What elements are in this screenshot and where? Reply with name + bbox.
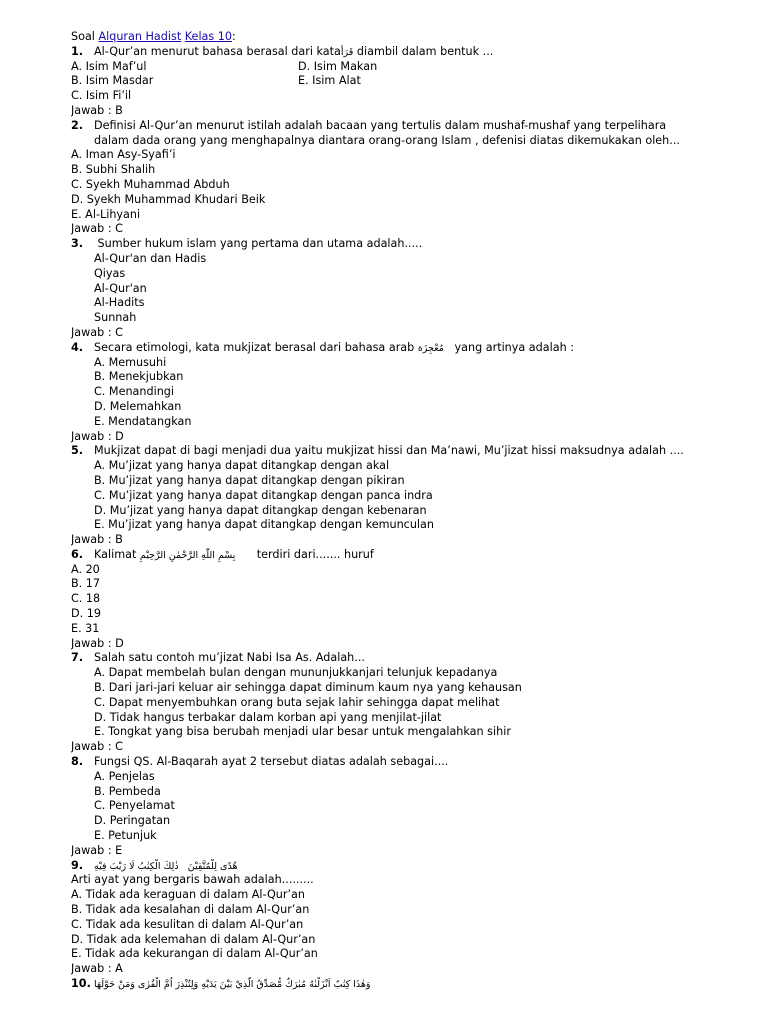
option: C. Penyelamat — [94, 799, 175, 813]
option: B. Tidak ada kesalahan di dalam Al-Qur’an — [71, 903, 310, 917]
option: E. Al-Lihyani — [71, 207, 141, 221]
option: C. Isim Fi’il — [71, 89, 132, 103]
option: A. 20 — [71, 562, 100, 576]
option: B. Dari jari-jari keluar air sehingga dapat diminum kaum nya yang kehausan — [94, 681, 522, 695]
option: A. Tidak ada keraguan di dalam Al-Qur’an — [71, 888, 305, 902]
option: Al-Qur'an — [94, 281, 147, 295]
option: Al-Hadits — [94, 296, 145, 310]
question-9: 9. هُدًى لِلْمُتَّقِيْنَ ذٰلِكَ الْكِتٰبُ لَا رَيْبَ فِيْهِ — [71, 858, 238, 872]
answer-2: Jawab : C — [71, 222, 123, 236]
option: B. 17 — [71, 577, 101, 591]
question-1: 1. Al-Qur’an menurut bahasa berasal dari kataقَرَأَ diambil dalam bentuk ... — [71, 44, 494, 58]
option: B. Subhi Shalih — [71, 163, 156, 177]
answer-9: Jawab : A — [71, 962, 123, 976]
answer-5: Jawab : B — [71, 533, 123, 547]
answer-7: Jawab : C — [71, 740, 123, 754]
option: Sunnah — [94, 311, 137, 325]
option: D. Tidak hangus terbakar dalam korban api yang menjilat-jilat — [94, 710, 442, 724]
option: E. Mendatangkan — [94, 414, 192, 428]
option: B. Menekjubkan — [94, 370, 184, 384]
option: E. Petunjuk — [94, 829, 157, 843]
option: A. Iman Asy-Syafi’i — [71, 148, 176, 162]
answer-8: Jawab : E — [71, 843, 123, 857]
option-row: B. Isim Masdar E. Isim Alat — [71, 74, 361, 88]
arabic-ayat-q9: هُدًى لِلْمُتَّقِيْنَ ذٰلِكَ الْكِتٰبُ لَا رَيْبَ فِيْهِ — [94, 860, 238, 872]
question-7: 7. Salah satu contoh mu’jizat Nabi Isa As. Adalah... — [71, 651, 365, 665]
question-2: 2. Definisi Al-Qur’an menurut istilah adalah bacaan yang tertulis dalam mushaf-mushaf yang terpelihara — [71, 118, 667, 132]
document-header: Soal Alquran Hadist Kelas 10: — [71, 30, 236, 43]
document-page — [71, 30, 751, 992]
question-3: 3. Sumber hukum islam yang pertama dan utama adalah..... — [71, 237, 423, 251]
option: E. Mu’jizat yang hanya dapat ditangkap dengan kemunculan — [94, 518, 434, 532]
option: D. Syekh Muhammad Khudari Beik — [71, 192, 266, 206]
option: Qiyas — [94, 266, 126, 280]
option: C. Tidak ada kesulitan di dalam Al-Qur’an — [71, 917, 304, 931]
option: C. Mu’jizat yang hanya dapat ditangkap dengan panca indra — [94, 488, 433, 502]
arabic-mujizat: مُعْجِزَة — [417, 342, 444, 354]
answer-4: Jawab : D — [71, 429, 124, 443]
question-2-cont: dalam dada orang yang menghapalnya diantara orang-orang Islam , defenisi diatas dikemukakan oleh... — [94, 133, 680, 147]
option: Al-Qur'an dan Hadis — [94, 251, 207, 265]
option: B. Mu’jizat yang hanya dapat ditangkap dengan pikiran — [94, 473, 405, 487]
question-6: 6. Kalimat بِسْمِ اللّٰهِ الرَّحْمٰنِ الرَّحِيْمِ terdiri dari....... huruf — [71, 547, 374, 561]
option: C. Dapat menyembuhkan orang buta sejak lahir sehingga dapat melihat — [94, 695, 500, 709]
question-10: 10. وَهٰذَا كِتٰبٌ اَنْزَلْنٰهُ مُبٰرَكٌ مُّصَدِّقُ الَّذِيْ بَيْنَ يَدَيْهِ وَلِتُنْذِرَ اُمَّ الْقُرٰى وَمَنْ حَوْلَهَا — [71, 977, 371, 990]
option: E. Tidak ada kekurangan di dalam Al-Qur’an — [71, 947, 318, 961]
option: C. Menandingi — [94, 385, 175, 399]
arabic-qaraa: قَرَأَ — [340, 46, 354, 58]
option: A. Memusuhi — [94, 355, 167, 369]
answer-6: Jawab : D — [71, 636, 124, 650]
option: E. Tongkat yang bisa berubah menjadi ular besar untuk mengalahkan sihir — [94, 725, 511, 739]
option: D. Melemahkan — [94, 399, 182, 413]
header-prefix: Soal — [71, 30, 99, 43]
answer-3: Jawab : C — [71, 325, 123, 339]
question-9-intro: Arti ayat yang bergaris bawah adalah......... — [71, 873, 314, 887]
option-row: A. Isim Maf’ul D. Isim Makan — [71, 59, 378, 73]
option: A. Penjelas — [94, 769, 155, 783]
question-5: 5. Mukjizat dapat di bagi menjadi dua yaitu mukjizat hissi dan Ma’nawi, Mu’jizat hissi maksudnya adalah .... — [71, 444, 684, 458]
option: D. Mu’jizat yang hanya dapat ditangkap dengan kebenaran — [94, 503, 427, 517]
option: C. Syekh Muhammad Abduh — [71, 177, 230, 191]
option: B. Pembeda — [94, 784, 161, 798]
option: D. Peringatan — [94, 814, 171, 828]
link-kelas-10[interactable]: Kelas 10 — [184, 30, 233, 43]
arabic-basmalah: بِسْمِ اللّٰهِ الرَّحْمٰنِ الرَّحِيْمِ — [139, 549, 236, 561]
option: A. Dapat membelah bulan dengan mununjukkanjari telunjuk kepadanya — [94, 666, 498, 680]
option: A. Mu’jizat yang hanya dapat ditangkap dengan akal — [94, 459, 390, 473]
answer-1: Jawab : B — [71, 103, 123, 117]
link-alquran-hadist[interactable]: Alquran Hadist — [98, 30, 182, 43]
option: E. 31 — [71, 621, 100, 635]
question-4: 4. Secara etimologi, kata mukjizat berasal dari bahasa arab مُعْجِزَة yang artinya adalah : — [71, 340, 575, 354]
option: D. Tidak ada kelemahan di dalam Al-Qur’an — [71, 932, 316, 946]
option: C. 18 — [71, 592, 101, 606]
option: D. 19 — [71, 607, 101, 621]
arabic-ayat-q10: وَهٰذَا كِتٰبٌ اَنْزَلْنٰهُ مُبٰرَكٌ مُّصَدِّقُ الَّذِيْ بَيْنَ يَدَيْهِ وَلِتُنْذِرَ اُمَّ الْقُرٰى وَمَنْ حَوْلَهَا — [94, 979, 371, 990]
question-8: 8. Fungsi QS. Al-Baqarah ayat 2 tersebut diatas adalah sebagai.... — [71, 755, 449, 769]
